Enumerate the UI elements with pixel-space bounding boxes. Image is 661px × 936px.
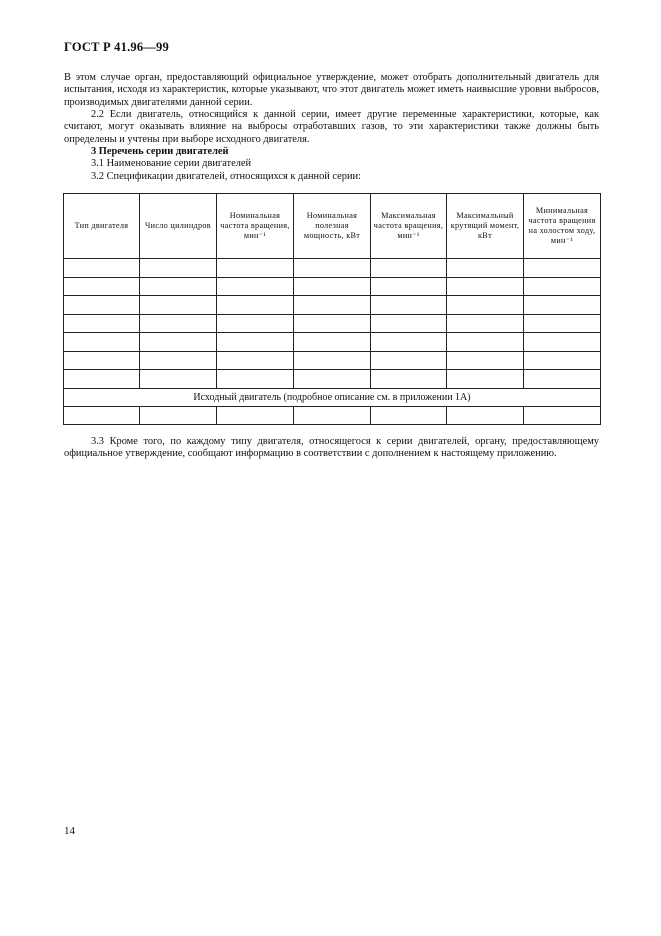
table-cell	[524, 314, 601, 333]
table-cell	[64, 296, 140, 315]
table-row	[64, 370, 601, 389]
table-cell	[64, 351, 140, 370]
table-cell	[140, 370, 217, 389]
table-cell	[294, 370, 371, 389]
table-row	[64, 406, 601, 425]
header-engine-type: Тип двигателя	[64, 194, 140, 259]
table-row	[64, 296, 601, 315]
table-cell	[140, 314, 217, 333]
table-cell	[140, 333, 217, 352]
table-row	[64, 333, 601, 352]
header-max-speed: Максимальная частота вращения, мин⁻¹	[371, 194, 447, 259]
header-cylinders: Число цилиндров	[140, 194, 217, 259]
table-cell	[217, 277, 294, 296]
table-cell	[524, 296, 601, 315]
page-number: 14	[64, 825, 75, 837]
table-row	[64, 277, 601, 296]
table-cell	[524, 333, 601, 352]
paragraph-text: 2.2 Если двигатель, относящийся к данной серии, имеет другие переменные характеристики, которые, как считают, могут оказывать влияние на выбросы отработавших газов, то эти характеристики также должны быть определены и учтены при выборе исходного двигателя.	[64, 109, 599, 145]
paragraph-3-3	[64, 436, 599, 461]
table-cell	[524, 259, 601, 278]
table-row	[64, 351, 601, 370]
table-cell	[371, 333, 447, 352]
source-engine-row	[64, 388, 601, 406]
table-cell	[140, 351, 217, 370]
table-cell	[64, 333, 140, 352]
table-cell	[447, 259, 524, 278]
table-cell	[294, 277, 371, 296]
header-max-torque: Максимальный крутящий момент, кВт	[447, 194, 524, 259]
table-cell	[294, 296, 371, 315]
header-idle-speed: Минимальная частота вращения на холостом ходу, мин⁻¹	[524, 194, 601, 259]
table-cell	[447, 277, 524, 296]
table-cell	[524, 351, 601, 370]
table-cell	[140, 406, 217, 425]
paragraph-text: 3.3 Кроме того, по каждому типу двигателя, относящегося к серии двигателей, органу, предоставляющему официальное утверждение, сообщают информацию в соответствии с дополнением к настоящему приложению.	[64, 436, 599, 460]
header-rated-speed: Номинальная частота вращения, мин⁻¹	[217, 194, 294, 259]
table-cell	[371, 351, 447, 370]
table-cell	[371, 296, 447, 315]
table-cell	[524, 370, 601, 389]
table-cell	[217, 351, 294, 370]
table-row	[64, 259, 601, 278]
table-cell	[217, 259, 294, 278]
table-cell	[371, 370, 447, 389]
section-heading: 3 Перечень серии двигателей	[91, 146, 229, 157]
table-cell	[371, 314, 447, 333]
table-cell	[140, 259, 217, 278]
table-cell	[64, 259, 140, 278]
table-cell	[524, 406, 601, 425]
source-engine-label: Исходный двигатель (подробное описание см. в приложении 1А)	[64, 388, 601, 406]
table-cell	[447, 351, 524, 370]
item-3-1: 3.1 Наименование серии двигателей	[91, 158, 252, 170]
table-cell	[217, 333, 294, 352]
table-cell	[294, 259, 371, 278]
table-cell	[217, 370, 294, 389]
paragraph-2-2	[64, 109, 599, 146]
table-cell	[447, 406, 524, 425]
table-cell	[294, 351, 371, 370]
paragraph-selection	[64, 72, 599, 109]
section-3	[64, 146, 599, 183]
table-cell	[294, 406, 371, 425]
table-cell	[294, 314, 371, 333]
paragraph-text: В этом случае орган, предоставляющий официальное утверждение, может отобрать дополнительный двигатель для испытания, исходя из характеристик, которые указывают, что этот двигатель может иметь наивысшие уровни выбросов, производимых двигателями данной серии.	[64, 72, 599, 108]
table-cell	[64, 314, 140, 333]
table-cell	[64, 370, 140, 389]
header-rated-power: Номинальная полезная мощность, кВт	[294, 194, 371, 259]
table-cell	[447, 314, 524, 333]
table-cell	[217, 314, 294, 333]
table-cell	[447, 370, 524, 389]
table-cell	[447, 333, 524, 352]
page-header-standard: ГОСТ Р 41.96—99	[64, 40, 169, 54]
table-header-row	[64, 194, 601, 259]
table-cell	[447, 296, 524, 315]
table-cell	[217, 296, 294, 315]
table-cell	[64, 277, 140, 296]
table-cell	[217, 406, 294, 425]
table-cell	[371, 277, 447, 296]
table-row	[64, 314, 601, 333]
table-cell	[140, 296, 217, 315]
table-cell	[64, 406, 140, 425]
table-cell	[524, 277, 601, 296]
table-cell	[294, 333, 371, 352]
item-3-2: 3.2 Спецификации двигателей, относящихся к данной серии:	[91, 170, 361, 182]
table-cell	[371, 406, 447, 425]
engine-specification-table	[63, 193, 601, 425]
table-cell	[140, 277, 217, 296]
table-cell	[371, 259, 447, 278]
